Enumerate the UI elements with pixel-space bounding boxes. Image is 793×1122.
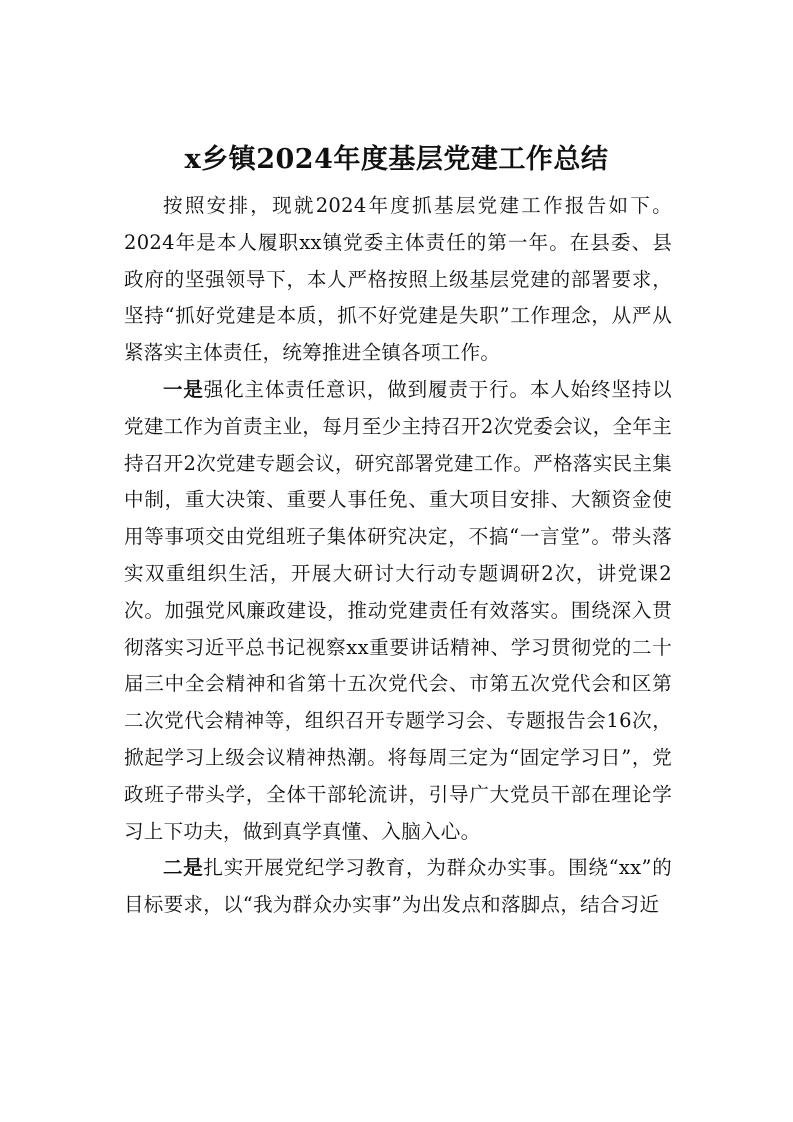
paragraph-point-2 bbox=[124, 850, 672, 924]
paragraph-text: 扎实开展党纪学习教育，为群众办实事。围绕“xx”的目标要求，以“我为群众办实事”为出发点和落脚点，结合习近 bbox=[124, 856, 672, 917]
document-body bbox=[124, 188, 672, 924]
paragraph-text: 按照安排，现就2024年度抓基层党建工作报告如下。2024年是本人履职xx镇党委主体责任的第一年。在县委、县政府的坚强领导下，本人严格按照上级基层党建的部署要求，坚持“抓好党建是本质，抓不好党建是失职”工作理念，从严从紧落实主体责任，统筹推进全镇各项工作。 bbox=[124, 194, 672, 365]
document-title: x乡镇2024年度基层党建工作总结 bbox=[184, 144, 609, 176]
paragraph-point-1 bbox=[124, 372, 672, 850]
paragraph-text: 强化主体责任意识，做到履责于行。本人始终坚持以党建工作为首责主业，每月至少主持召开2次党委会议，全年主持召开2次党建专题会议，研究部署党建工作。严格落实民主集中制，重大决策、重要人事任免、重大项目安排、大额资金使用等事项交由党组班子集体研究决定，不搞“一言堂”。带头落实双重组织生活，开展大研讨大行动专题调研2次，讲党课2次。加强党风廉政建设，推动党建责任有效落实。围绕深入贯彻落实习近平总书记视察xx重要讲话精神、学习贯彻党的二十届三中全会精神和省第十五次党代会、市第五次党代会和区第二次党代会精神等，组织召开专题学习会、专题报告会16次，掀起学习上级会议精神热潮。将每周三定为“固定学习日”，党政班子带头学，全体干部轮流讲，引导广大党员干部在理论学习上下功夫，做到真学真懂、入脑入心。 bbox=[124, 377, 672, 843]
paragraph-lead: 二是 bbox=[163, 856, 204, 880]
paragraph-intro bbox=[124, 188, 672, 372]
paragraph-lead: 一是 bbox=[163, 377, 204, 401]
